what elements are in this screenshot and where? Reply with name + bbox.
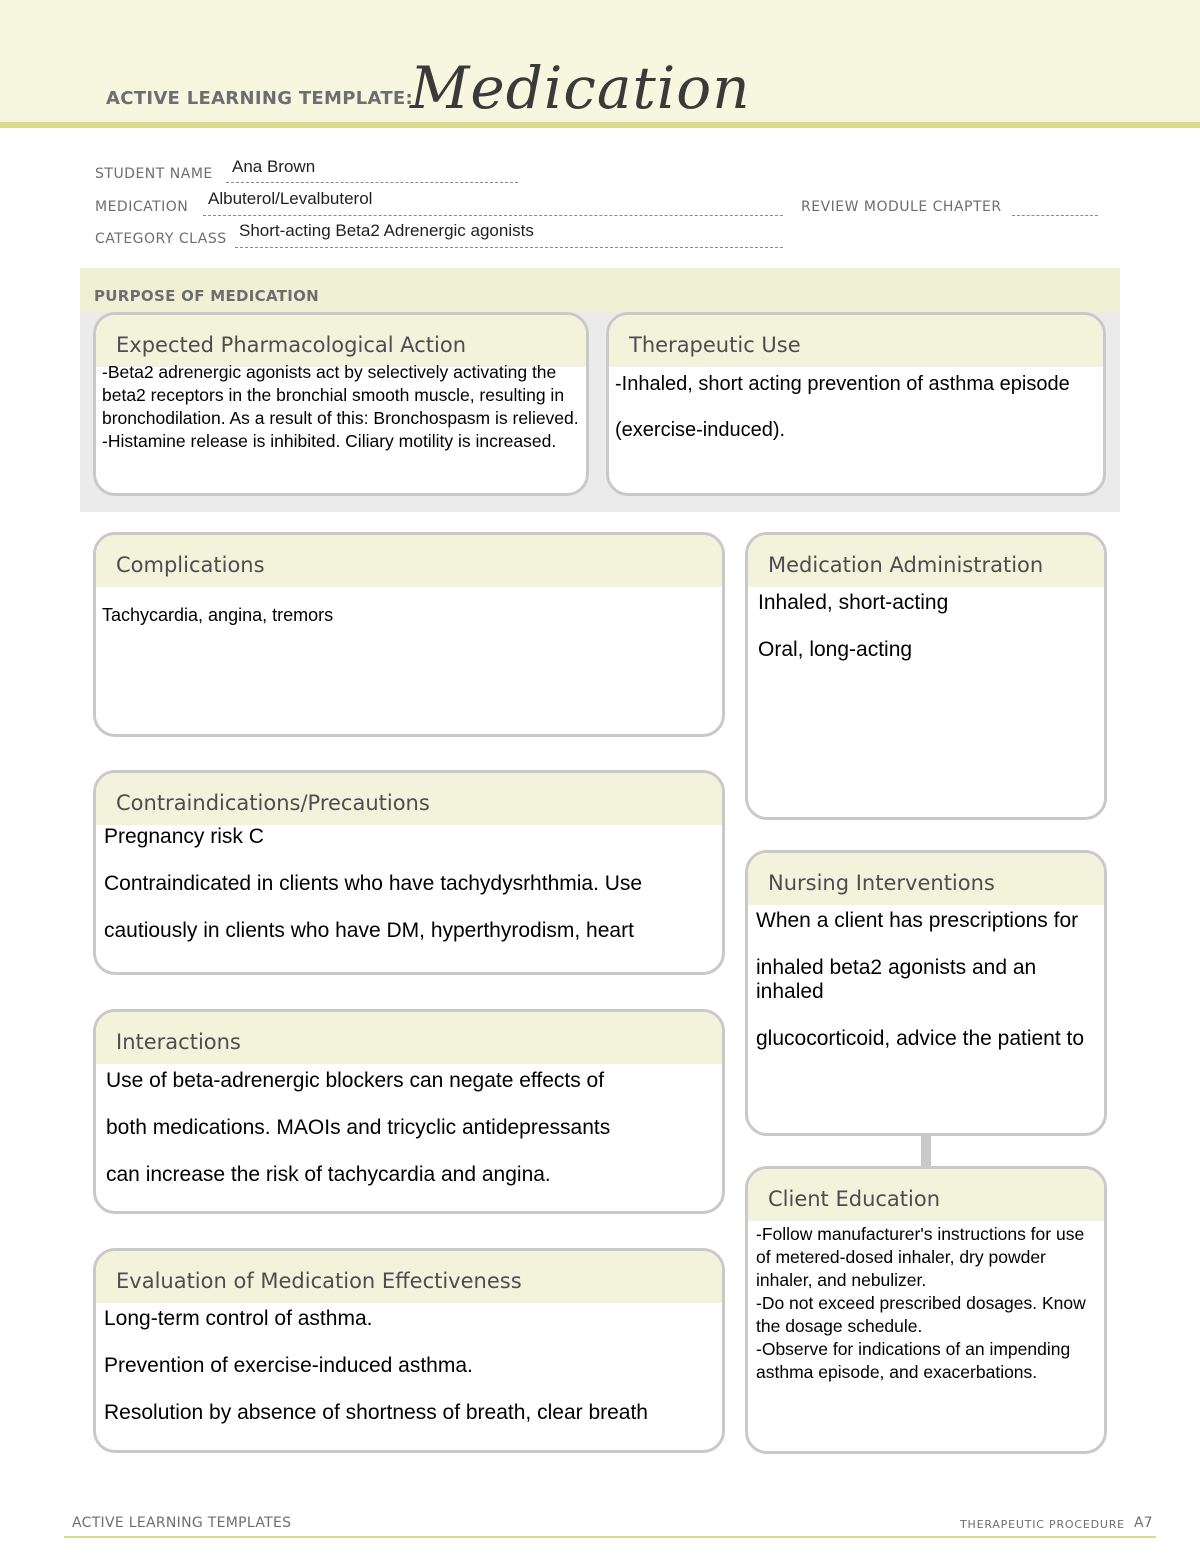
student-name-label: STUDENT NAME	[95, 166, 213, 182]
complications-box	[93, 532, 725, 737]
client-education-title: Client Education	[748, 1169, 1104, 1221]
medication-label: MEDICATION	[95, 199, 189, 215]
review-module-line	[1012, 215, 1098, 216]
evaluation-text[interactable]: Long-term control of asthma. Prevention of exercise-induced asthma. Resolution by absence of shortness of breath, clear breath	[104, 1307, 648, 1424]
therapeutic-use-box	[606, 312, 1106, 496]
nursing-interventions-title: Nursing Interventions	[748, 853, 1104, 905]
student-name-field[interactable]: Ana Brown	[232, 157, 316, 176]
student-name-line	[226, 182, 518, 183]
administration-box	[745, 532, 1107, 820]
therapeutic-use-text[interactable]: -Inhaled, short acting prevention of asthma episode (exercise-induced).	[615, 373, 1070, 441]
category-class-field[interactable]: Short-acting Beta2 Adrenergic agonists	[239, 221, 534, 240]
therapeutic-use-title: Therapeutic Use	[609, 315, 1103, 367]
category-class-label: CATEGORY CLASS	[95, 231, 227, 247]
complications-text[interactable]: Tachycardia, angina, tremors	[102, 605, 334, 625]
medication-line	[203, 215, 783, 216]
footer-divider	[64, 1536, 1156, 1538]
expected-action-text[interactable]: -Beta2 adrenergic agonists act by selectively activating the beta2 receptors in the bronchial smooth muscle, resulting in bronchodilation. As a result of this: Bronchospasm is relieved. -Histamine release is inhibited. Ciliary motility is increased.	[102, 362, 579, 451]
review-module-label: REVIEW MODULE CHAPTER	[801, 199, 1002, 215]
nursing-interventions-box	[745, 850, 1107, 1136]
complications-title: Complications	[96, 535, 722, 587]
purpose-label: PURPOSE OF MEDICATION	[94, 287, 320, 305]
box-connector	[921, 1134, 931, 1166]
page-number: A7	[1134, 1515, 1153, 1531]
client-education-box	[745, 1166, 1107, 1454]
contraindications-box	[93, 770, 725, 975]
administration-text[interactable]: Inhaled, short-acting Oral, long-acting	[758, 591, 949, 661]
expected-action-title: Expected Pharmacological Action	[96, 315, 586, 367]
administration-title: Medication Administration	[748, 535, 1104, 587]
footer-category: THERAPEUTIC PROCEDURE	[960, 1518, 1125, 1531]
page-title: Medication	[410, 54, 751, 122]
contraindications-text[interactable]: Pregnancy risk C Contraindicated in clients who have tachydysrhthmia. Use cautiously in clients who have DM, hyperthyrodism, heart	[104, 825, 643, 942]
template-label: ACTIVE LEARNING TEMPLATE:	[106, 88, 413, 109]
footer-label: ACTIVE LEARNING TEMPLATES	[72, 1515, 292, 1531]
header-divider	[0, 122, 1200, 128]
evaluation-box	[93, 1248, 725, 1453]
interactions-title: Interactions	[96, 1012, 722, 1064]
nursing-interventions-text[interactable]: When a client has prescriptions for inhaled beta2 agonists and an inhaled glucocorticoid, advice the patient to	[756, 909, 1085, 1050]
evaluation-title: Evaluation of Medication Effectiveness	[96, 1251, 722, 1303]
interactions-text[interactable]: Use of beta-adrenergic blockers can negate effects of both medications. MAOIs and tricyclic antidepressants can increase the risk of tachycardia and angina.	[106, 1069, 611, 1186]
category-class-line	[235, 247, 783, 248]
interactions-box	[93, 1009, 725, 1214]
contraindications-title: Contraindications/Precautions	[96, 773, 722, 825]
expected-action-box	[93, 312, 589, 496]
client-education-text[interactable]: -Follow manufacturer's instructions for use of metered-dosed inhaler, dry powder inhaler, and nebulizer. -Do not exceed prescribed dosages. Know the dosage schedule. -Observe for indications of an impending asthma episode, and exacerbations.	[756, 1224, 1086, 1382]
medication-field[interactable]: Albuterol/Levalbuterol	[208, 189, 373, 208]
